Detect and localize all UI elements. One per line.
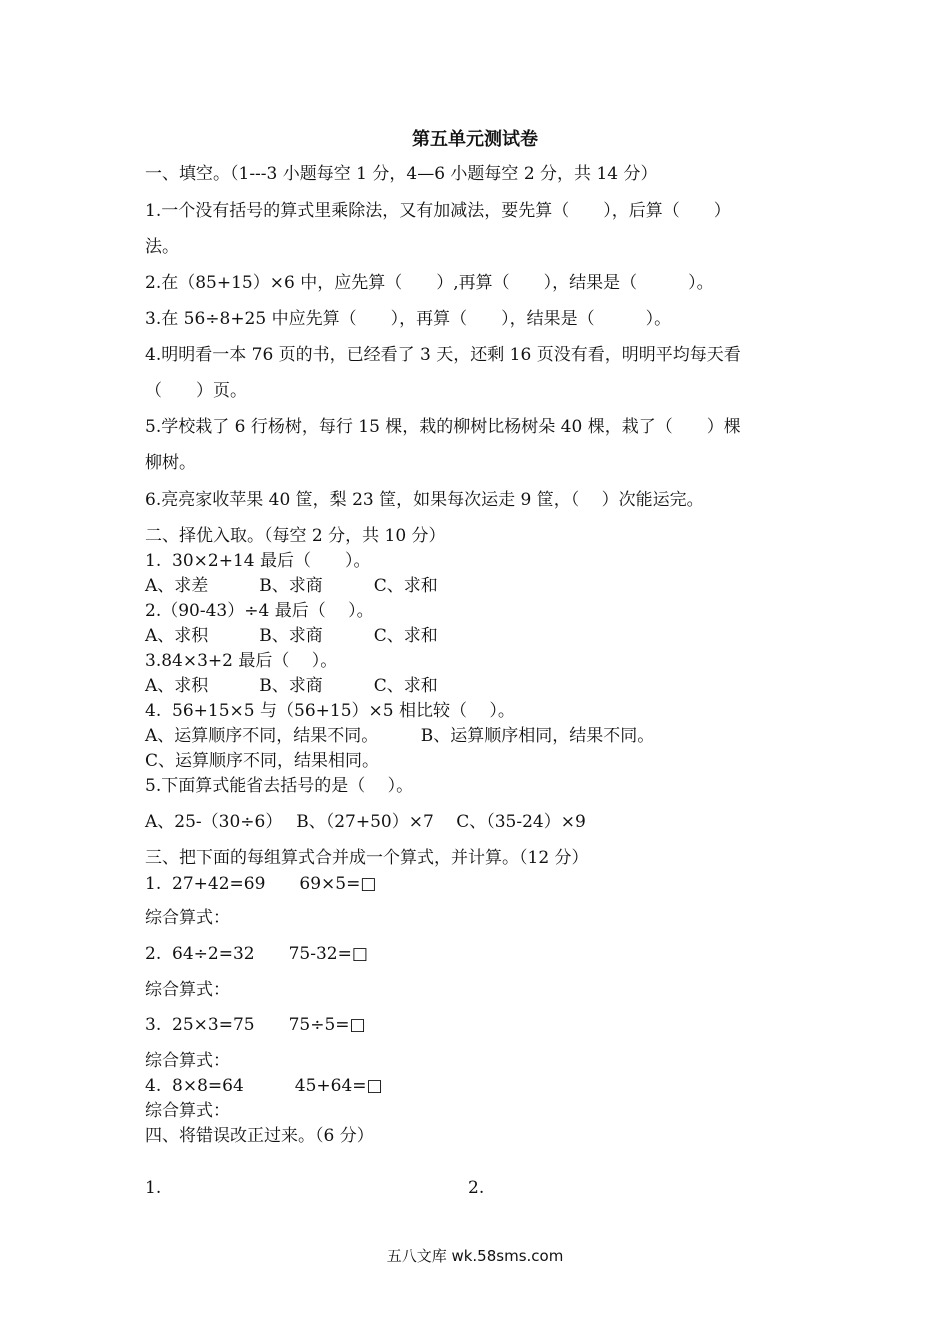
correction-number-1: 1.	[145, 1178, 162, 1198]
choice-options-5: A、25-（30÷6） B、（27+50）×7 C、（35-24）×9	[145, 812, 586, 832]
question-1-line-1: 1.一个没有括号的算式里乘除法，又有加减法，要先算（ ），后算（ ）	[145, 201, 731, 221]
combined-formula-label: 综合算式：	[145, 1101, 230, 1121]
choice-question-3: 3.84×3+2 最后（ ）。	[145, 651, 338, 671]
choice-options-2: A、求积 B、求商 C、求和	[145, 626, 438, 646]
combined-formula-label: 综合算式：	[145, 1051, 230, 1071]
choice-question-4: 4. 56+15×5 与（56+15）×5 相比较（ ）。	[145, 701, 515, 721]
section-2-heading: 二、择优入取。（每空 2 分，共 10 分）	[145, 526, 446, 546]
question-5-line-1: 5.学校栽了 6 行杨树，每行 15 棵，栽的柳树比杨树朵 40 棵，栽了（ ）棵	[145, 417, 741, 437]
merge-question-2: 2. 64÷2=32 75-32=□	[145, 944, 368, 964]
question-5-line-2: 柳树。	[145, 453, 196, 473]
choice-question-2: 2.（90-43）÷4 最后（ ）。	[145, 601, 374, 621]
footer-watermark: 五八文库 wk.58sms.com	[386, 1247, 564, 1265]
choice-question-5: 5.下面算式能省去括号的是（ ）。	[145, 776, 414, 796]
section-3-heading: 三、把下面的每组算式合并成一个算式，并计算。（12 分）	[145, 848, 589, 868]
question-1-line-2: 法。	[145, 237, 179, 257]
question-3: 3.在 56÷8+25 中应先算（ ），再算（ ），结果是（ ）。	[145, 309, 672, 329]
question-4-line-1: 4.明明看一本 76 页的书，已经看了 3 天，还剩 16 页没有看，明明平均每天看	[145, 345, 741, 365]
choice-options-1: A、求差 B、求商 C、求和	[145, 576, 438, 596]
question-4-line-2: （ ）页。	[145, 381, 247, 401]
correction-number-2: 2.	[468, 1178, 485, 1198]
choice-options-4-c: C、运算顺序不同，结果相同。	[145, 751, 380, 771]
question-2: 2.在（85+15）×6 中，应先算（ ）,再算（ ），结果是（ ）。	[145, 273, 714, 293]
merge-question-3: 3. 25×3=75 75÷5=□	[145, 1015, 366, 1035]
choice-question-1: 1. 30×2+14 最后（ ）。	[145, 551, 371, 571]
page-title: 第五单元测试卷	[412, 129, 538, 150]
combined-formula-label: 综合算式：	[145, 908, 230, 928]
merge-question-1: 1. 27+42=69 69×5=□	[145, 874, 377, 894]
choice-options-3: A、求积 B、求商 C、求和	[145, 676, 438, 696]
combined-formula-label: 综合算式：	[145, 980, 230, 1000]
section-1-heading: 一、填空。（1---3 小题每空 1 分，4—6 小题每空 2 分，共 14 分）	[145, 164, 658, 184]
question-6: 6.亮亮家收苹果 40 筐，梨 23 筐，如果每次运走 9 筐，（ ）次能运完。	[145, 490, 704, 510]
section-4-heading: 四、将错误改正过来。（6 分）	[145, 1126, 374, 1146]
merge-question-4: 4. 8×8=64 45+64=□	[145, 1076, 383, 1096]
choice-options-4-ab: A、运算顺序不同，结果不同。 B、运算顺序相同，结果不同。	[145, 726, 655, 746]
